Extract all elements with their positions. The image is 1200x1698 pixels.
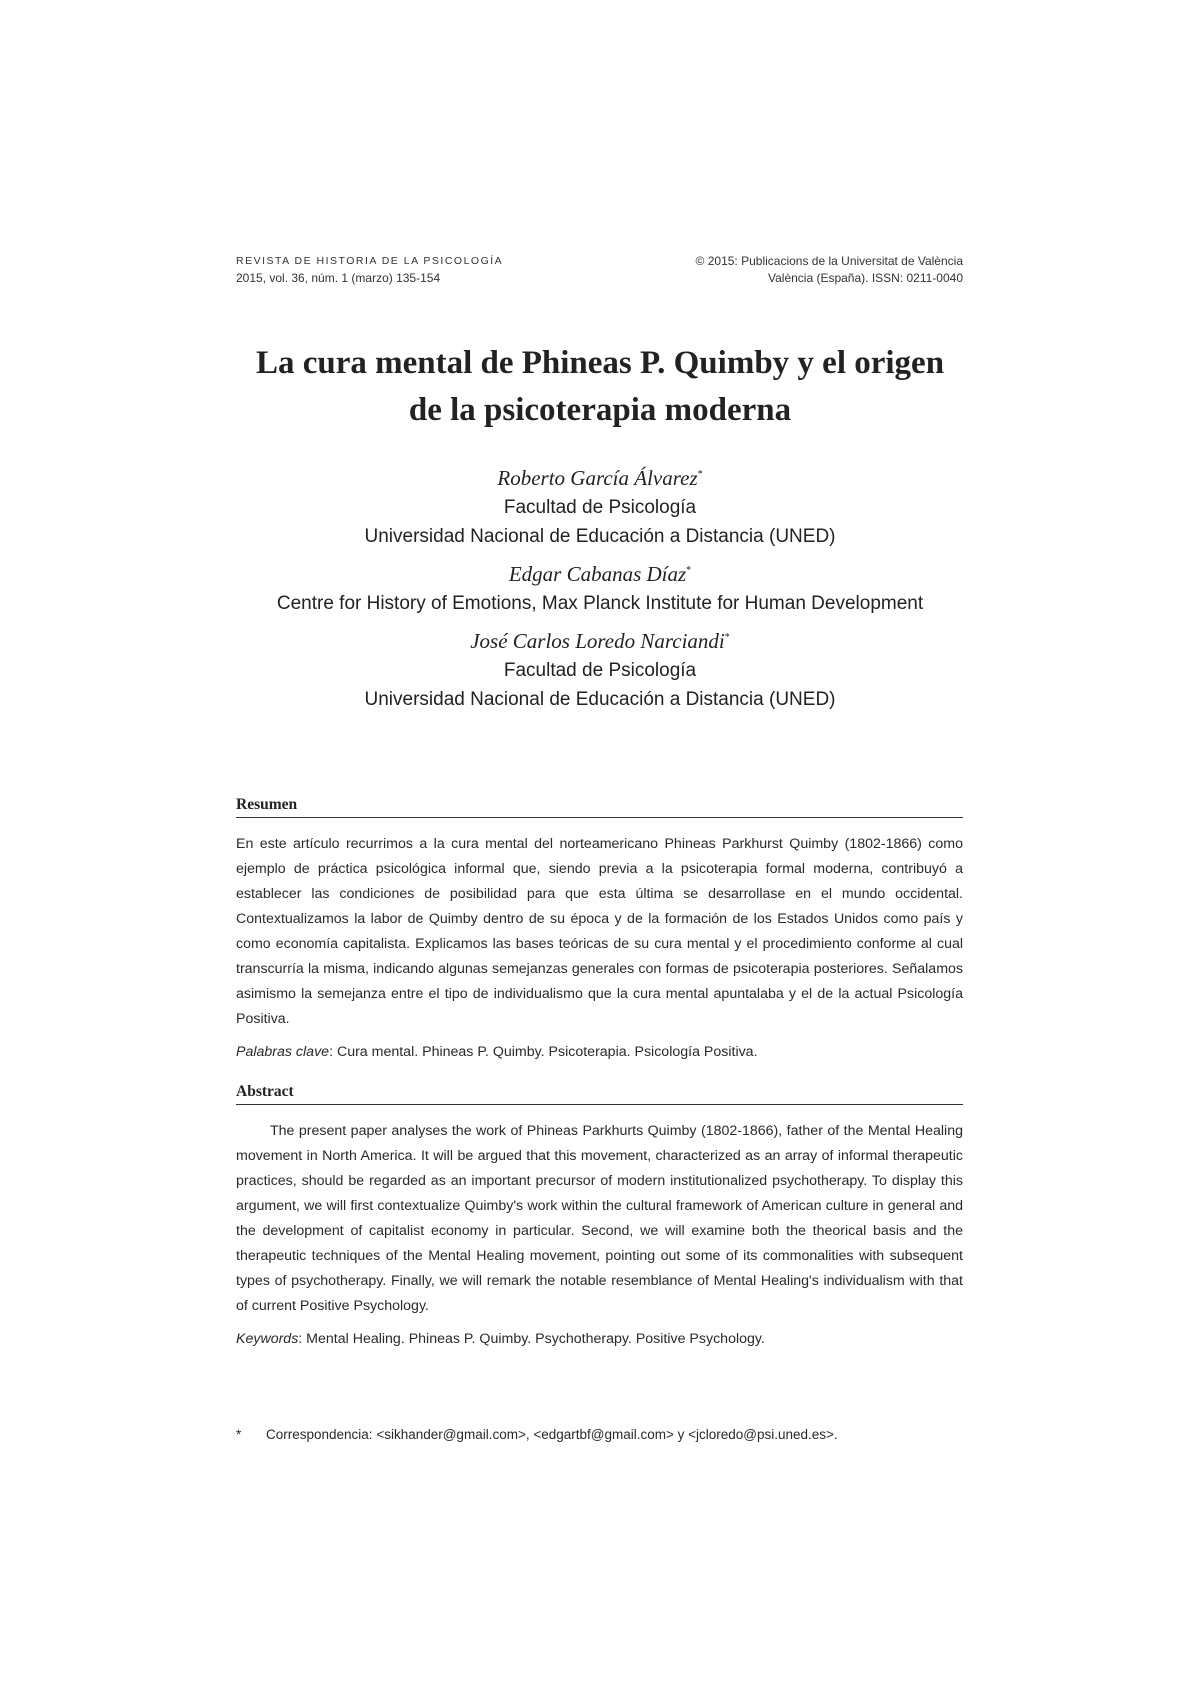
keywords-label: Keywords — [236, 1331, 299, 1347]
keywords-list: : Cura mental. Phineas P. Quimby. Psicoterapia. Psicología Positiva. — [329, 1044, 758, 1060]
author-affiliation: Facultad de Psicología — [503, 660, 697, 681]
title-line-2: de la psicoterapia moderna — [408, 392, 792, 428]
author-affiliation: Centre for History of Emotions, Max Planck Institute for Human Development — [276, 593, 924, 614]
abstract-heading: Abstract — [236, 1082, 963, 1105]
abstract-body: The present paper analyses the work of Phineas Parkhurts Quimby (1802-1866), father of the Mental Healing movement in North America. It will be argued that this movement, characterized as an array of informal therapeutic practices, should be regarded as an important precursor of modern institutionalized psychotherapy. To display this argument, we will first contextualize Quimby's work within the cultural framework of American culture in general and the development of capitalist economy in particular. Second, we will examine both the theorical basis and the therapeutic techniques of the Mental Healing movement, pointing out some of its commonalities with subsequent types of psychotherapy. Finally, we will remark the notable resemblance of Mental Healing's individualism with that of current Positive Psychology. — [236, 1123, 963, 1314]
keywords-list: : Mental Healing. Phineas P. Quimby. Psychotherapy. Positive Psychology. — [298, 1331, 765, 1347]
running-head-left — [236, 253, 503, 287]
author-affiliation: Universidad Nacional de Educación a Distancia (UNED) — [364, 526, 836, 547]
author-name: Edgar Cabanas Díaz* — [508, 562, 692, 586]
article-title — [200, 340, 1000, 434]
footnote-text: Correspondencia: <sikhander@gmail.com>, <edgartbf@gmail.com> y <jcloredo@psi.uned.es>. — [266, 1427, 838, 1442]
resumen-body: En este artículo recurrimos a la cura mental del norteamericano Phineas Parkhurst Quimby (1802-1866) como ejemplo de práctica psicológica informal que, siendo previa a la psicoterapia formal moderna, contribuyó a establecer las condiciones de posibilidad para que esta última se desarrollase en el mundo occidental. Contextualizamos la labor de Quimby dentro de su época y de la formación de los Estados Unidos como país y como economía capitalista. Explicamos las bases teóricas de su cura mental y el procedimiento conforme al cual transcurría la misma, indicando algunas semejanzas generales con formas de psicoterapia posteriores. Señalamos asimismo la semejanza entre el tipo de individualismo que la cura mental apuntalaba y el de la actual Psicología Positiva. — [236, 836, 963, 1027]
footnote-mark: * — [236, 1427, 242, 1442]
author-affiliation: Facultad de Psicología — [503, 497, 697, 518]
correspondence-footnote — [236, 1425, 963, 1445]
author-name: José Carlos Loredo Narciandi* — [470, 629, 730, 653]
author-name: Roberto García Álvarez* — [497, 466, 703, 490]
copyright-line: © 2015: Publicacions de la Universitat de València — [695, 254, 963, 268]
author-affiliation: Universidad Nacional de Educación a Distancia (UNED) — [364, 689, 836, 710]
abstract-keywords — [236, 1327, 963, 1352]
author-block — [200, 455, 1000, 714]
resumen-heading: Resumen — [236, 795, 963, 818]
abstract-section — [236, 1082, 963, 1352]
title-line-1: La cura mental de Phineas P. Quimby y el origen — [255, 345, 945, 381]
journal-name: REVISTA DE HISTORIA DE LA PSICOLOGÍA — [236, 255, 504, 267]
issn-line: València (España). ISSN: 0211-0040 — [767, 271, 963, 285]
issue-info: 2015, vol. 36, núm. 1 (marzo) 135-154 — [236, 271, 441, 285]
keywords-label: Palabras clave — [236, 1044, 330, 1060]
running-head-right — [696, 253, 963, 287]
resumen-section — [236, 795, 963, 1065]
resumen-keywords — [236, 1040, 963, 1065]
